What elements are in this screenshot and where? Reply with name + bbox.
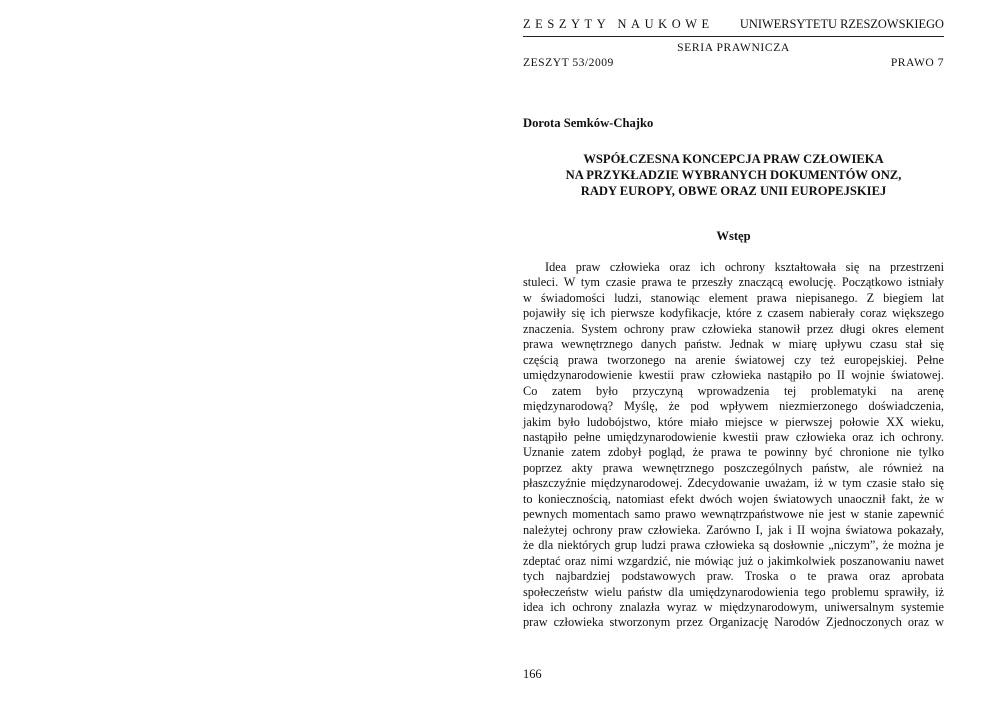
series-name: SERIA PRAWNICZA [677, 41, 790, 54]
page-number: 166 [523, 667, 542, 681]
body-line: idea ich ochrony znalazła wyraz w międzynarodowym, uniwersalnym systemie [523, 599, 944, 614]
body-line: należytej ochrony praw człowieka. Zarówno I, jak i II wojna światowa pokazały, [523, 522, 944, 537]
body-line: Idea praw człowieka oraz ich ochrony kształtowała się na przestrzeni [545, 260, 944, 274]
section-heading: Wstęp [716, 229, 751, 243]
author-name: Dorota Semków-Chajko [523, 116, 654, 130]
journal-header [523, 17, 944, 32]
body-line: pojawiły się ich pierwsze kodyfikacje, które z czasem nabierały coraz większego [523, 306, 944, 321]
volume-label: PRAWO 7 [890, 56, 944, 69]
title-line: RADY EUROPY, OBWE ORAZ UNII EUROPEJSKIEJ [580, 184, 887, 198]
journal-university: UNIWERSYTETU RZESZOWSKIEGO [739, 17, 944, 31]
body-paragraph [523, 260, 944, 631]
body-line: społeczeństw wielu państw dla umiędzynarodowienia tego problemu sprawiły, iż [523, 584, 944, 599]
body-line: umiędzynarodowienie kwestii praw człowieka nastąpiło po II wojnie światowej. [523, 368, 944, 383]
body-line: praw człowieka stworzonym przez Organizację Narodów Zjednoczonych oraz w [523, 615, 944, 630]
body-line: że dla niektórych grup ludzi prawa człowieka są dosłownie „niczym”, że można je [523, 538, 944, 553]
body-line: prawa wewnętrznego danych państw. Jednak w miarę upływu czasu stał się [523, 337, 944, 352]
header-divider [523, 36, 944, 37]
body-line: międzynarodową? Myślę, że pod wpływem niezmierzonego doświadczenia, [523, 399, 944, 414]
body-line: nastąpiło pełne umiędzynarodowienie kwestii praw człowieka oraz ich ochrony. [523, 429, 944, 444]
journal-page [523, 0, 944, 701]
body-line: pewnych momentach samo prawo wewnątrzpaństwowe nie jest w stanie zapewnić [523, 507, 944, 522]
body-line: Co zatem było przyczyną wprowadzenia tej problematyki na arenę [523, 383, 944, 398]
body-line: Uznanie zatem zdobył pogląd, że prawa te powinny być chronione nie tylko [523, 445, 944, 460]
article-title [523, 151, 944, 199]
body-line: poprzez akty prawa wewnętrznego poszczególnych państw, ale również na [523, 460, 944, 475]
body-line: płaszczyźnie międzynarodowej. Zdecydowanie uważam, iż w tym czasie stało się [523, 476, 944, 491]
title-line: NA PRZYKŁADZIE WYBRANYCH DOKUMENTÓW ONZ, [565, 168, 902, 182]
body-line: zdeptać oraz nimi wzgardzić, nie mówiąc już o jakimkolwiek poszanowaniu nawet [523, 553, 944, 568]
body-line: tych najbardziej podstawowych praw. Troska o te prawa oraz aprobata [523, 569, 944, 584]
body-line: jakim było ludobójstwo, które miało miejsce w pierwszej połowie XX wieku, [523, 414, 944, 429]
journal-series-name: ZESZYTY NAUKOWE [523, 17, 714, 31]
body-line: w świadomości ludzi, stanowiąc element prawa niepisanego. Z biegiem lat [523, 290, 944, 305]
body-line: stuleci. W tym czasie prawa te przeszły znaczącą ewolucję. Początkowo istniały [523, 275, 944, 290]
body-line: to koniecznością, natomiast efekt dwóch wojen światowych unaocznił fakt, że w [523, 491, 944, 506]
body-line: znaczenia. System ochrony praw człowieka stanowił przez długi okres element [523, 321, 944, 336]
issue-row [523, 56, 944, 69]
issue-number: ZESZYT 53/2009 [523, 56, 614, 69]
body-line: częścią prawa tworzonego na arenie światowej czy też europejskiej. Pełne [523, 352, 944, 367]
title-line: WSPÓŁCZESNA KONCEPCJA PRAW CZŁOWIEKA [583, 152, 884, 166]
